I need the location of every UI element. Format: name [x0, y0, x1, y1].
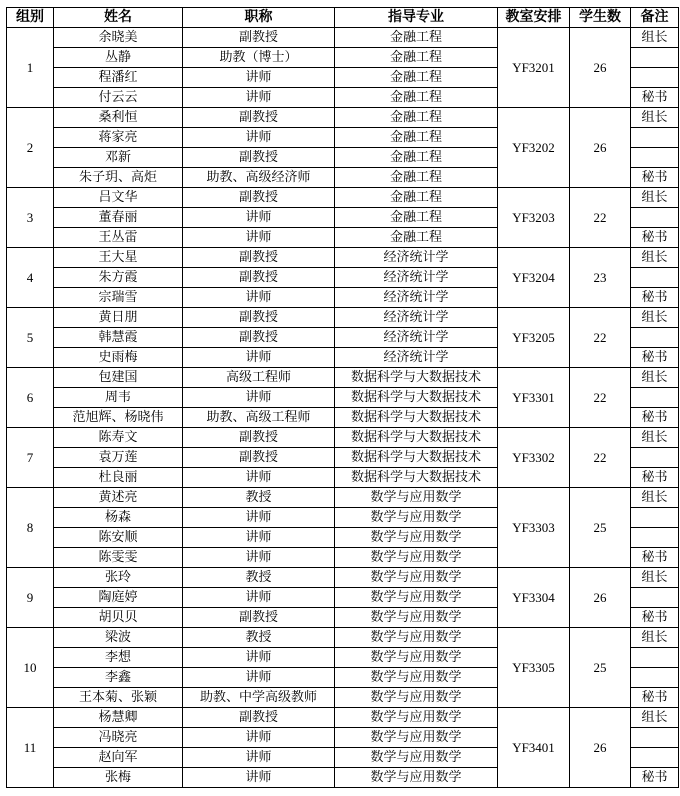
major-cell: 数学与应用数学	[335, 648, 498, 668]
name-cell: 陶庭婷	[54, 588, 183, 608]
note-cell	[631, 128, 679, 148]
major-cell: 金融工程	[335, 28, 498, 48]
title-cell: 副教授	[183, 108, 335, 128]
room-cell: YF3202	[498, 108, 570, 188]
note-cell: 秘书	[631, 688, 679, 708]
group-number-cell: 9	[7, 568, 54, 628]
name-cell: 范旭辉、杨晓伟	[54, 408, 183, 428]
major-cell: 经济统计学	[335, 268, 498, 288]
name-cell: 吕文华	[54, 188, 183, 208]
room-cell: YF3304	[498, 568, 570, 628]
table-row	[7, 188, 679, 208]
note-cell	[631, 48, 679, 68]
group-number-cell: 10	[7, 628, 54, 708]
name-cell: 杜良丽	[54, 468, 183, 488]
title-cell: 副教授	[183, 148, 335, 168]
name-cell: 袁万莲	[54, 448, 183, 468]
major-cell: 数学与应用数学	[335, 608, 498, 628]
name-cell: 陈寿文	[54, 428, 183, 448]
name-cell: 陈雯雯	[54, 548, 183, 568]
title-cell: 讲师	[183, 508, 335, 528]
note-cell: 组长	[631, 428, 679, 448]
room-cell: YF3203	[498, 188, 570, 248]
title-cell: 教授	[183, 488, 335, 508]
group-number-cell: 7	[7, 428, 54, 488]
note-cell: 秘书	[631, 548, 679, 568]
table-row	[7, 368, 679, 388]
major-cell: 数学与应用数学	[335, 548, 498, 568]
name-cell: 史雨梅	[54, 348, 183, 368]
room-cell: YF3401	[498, 708, 570, 788]
major-cell: 经济统计学	[335, 328, 498, 348]
note-cell	[631, 508, 679, 528]
name-cell: 蒋家亮	[54, 128, 183, 148]
title-cell: 讲师	[183, 68, 335, 88]
name-cell: 张玲	[54, 568, 183, 588]
name-cell: 周韦	[54, 388, 183, 408]
title-cell: 讲师	[183, 648, 335, 668]
major-cell: 金融工程	[335, 188, 498, 208]
note-cell	[631, 388, 679, 408]
table-row	[7, 428, 679, 448]
major-cell: 数据科学与大数据技术	[335, 368, 498, 388]
note-cell: 秘书	[631, 408, 679, 428]
title-cell: 讲师	[183, 748, 335, 768]
name-cell: 包建国	[54, 368, 183, 388]
note-cell: 组长	[631, 488, 679, 508]
group-assignment-table	[6, 7, 679, 788]
name-cell: 李鑫	[54, 668, 183, 688]
note-cell: 秘书	[631, 168, 679, 188]
student-count-cell: 25	[570, 488, 631, 568]
title-cell: 高级工程师	[183, 368, 335, 388]
title-cell: 副教授	[183, 428, 335, 448]
major-cell: 数学与应用数学	[335, 728, 498, 748]
group-number-cell: 6	[7, 368, 54, 428]
name-cell: 胡贝贝	[54, 608, 183, 628]
major-cell: 数学与应用数学	[335, 668, 498, 688]
note-cell	[631, 588, 679, 608]
title-cell: 讲师	[183, 88, 335, 108]
major-cell: 数学与应用数学	[335, 688, 498, 708]
note-cell	[631, 748, 679, 768]
header-title: 职称	[183, 8, 335, 28]
title-cell: 讲师	[183, 228, 335, 248]
name-cell: 黄述亮	[54, 488, 183, 508]
name-cell: 杨慧卿	[54, 708, 183, 728]
note-cell	[631, 148, 679, 168]
title-cell: 副教授	[183, 248, 335, 268]
title-cell: 讲师	[183, 128, 335, 148]
title-cell: 讲师	[183, 388, 335, 408]
major-cell: 经济统计学	[335, 348, 498, 368]
major-cell: 金融工程	[335, 228, 498, 248]
major-cell: 金融工程	[335, 168, 498, 188]
note-cell: 秘书	[631, 468, 679, 488]
group-number-cell: 5	[7, 308, 54, 368]
group-number-cell: 11	[7, 708, 54, 788]
note-cell	[631, 528, 679, 548]
room-cell: YF3305	[498, 628, 570, 708]
note-cell	[631, 668, 679, 688]
note-cell: 秘书	[631, 348, 679, 368]
note-cell: 组长	[631, 188, 679, 208]
student-count-cell: 22	[570, 308, 631, 368]
header-students: 学生数	[570, 8, 631, 28]
name-cell: 杨森	[54, 508, 183, 528]
title-cell: 讲师	[183, 768, 335, 788]
name-cell: 宗瑞雪	[54, 288, 183, 308]
table-row	[7, 628, 679, 648]
note-cell: 组长	[631, 628, 679, 648]
major-cell: 数据科学与大数据技术	[335, 468, 498, 488]
title-cell: 讲师	[183, 468, 335, 488]
major-cell: 数据科学与大数据技术	[335, 388, 498, 408]
name-cell: 陈安顺	[54, 528, 183, 548]
room-cell: YF3302	[498, 428, 570, 488]
major-cell: 金融工程	[335, 148, 498, 168]
title-cell: 助教、高级经济师	[183, 168, 335, 188]
name-cell: 梁波	[54, 628, 183, 648]
name-cell: 韩慧霞	[54, 328, 183, 348]
note-cell	[631, 268, 679, 288]
room-cell: YF3204	[498, 248, 570, 308]
name-cell: 冯晓亮	[54, 728, 183, 748]
major-cell: 数学与应用数学	[335, 568, 498, 588]
title-cell: 讲师	[183, 728, 335, 748]
student-count-cell: 26	[570, 108, 631, 188]
title-cell: 副教授	[183, 328, 335, 348]
room-cell: YF3301	[498, 368, 570, 428]
title-cell: 助教、中学高级教师	[183, 688, 335, 708]
name-cell: 王丛雷	[54, 228, 183, 248]
name-cell: 王大星	[54, 248, 183, 268]
group-number-cell: 4	[7, 248, 54, 308]
name-cell: 桑利恒	[54, 108, 183, 128]
table-body	[7, 28, 679, 788]
major-cell: 数学与应用数学	[335, 588, 498, 608]
major-cell: 数学与应用数学	[335, 628, 498, 648]
major-cell: 经济统计学	[335, 248, 498, 268]
title-cell: 副教授	[183, 708, 335, 728]
student-count-cell: 22	[570, 428, 631, 488]
table-row	[7, 488, 679, 508]
title-cell: 副教授	[183, 188, 335, 208]
note-cell: 秘书	[631, 228, 679, 248]
note-cell: 组长	[631, 248, 679, 268]
student-count-cell: 26	[570, 708, 631, 788]
table-row	[7, 308, 679, 328]
note-cell: 组长	[631, 568, 679, 588]
table-row	[7, 28, 679, 48]
title-cell: 助教（博士）	[183, 48, 335, 68]
note-cell: 秘书	[631, 608, 679, 628]
name-cell: 董春丽	[54, 208, 183, 228]
group-number-cell: 2	[7, 108, 54, 188]
name-cell: 朱子玥、高炬	[54, 168, 183, 188]
note-cell: 秘书	[631, 288, 679, 308]
note-cell: 组长	[631, 28, 679, 48]
note-cell: 组长	[631, 308, 679, 328]
table-row	[7, 568, 679, 588]
header-row	[7, 8, 679, 28]
major-cell: 数据科学与大数据技术	[335, 408, 498, 428]
title-cell: 教授	[183, 568, 335, 588]
table-row	[7, 708, 679, 728]
major-cell: 金融工程	[335, 208, 498, 228]
major-cell: 数学与应用数学	[335, 768, 498, 788]
name-cell: 程潘红	[54, 68, 183, 88]
major-cell: 经济统计学	[335, 308, 498, 328]
group-number-cell: 1	[7, 28, 54, 108]
title-cell: 副教授	[183, 28, 335, 48]
note-cell	[631, 328, 679, 348]
title-cell: 副教授	[183, 448, 335, 468]
title-cell: 讲师	[183, 588, 335, 608]
header-room: 教室安排	[498, 8, 570, 28]
major-cell: 数据科学与大数据技术	[335, 428, 498, 448]
major-cell: 数学与应用数学	[335, 528, 498, 548]
note-cell	[631, 728, 679, 748]
major-cell: 数学与应用数学	[335, 488, 498, 508]
title-cell: 助教、高级工程师	[183, 408, 335, 428]
title-cell: 副教授	[183, 608, 335, 628]
name-cell: 赵向军	[54, 748, 183, 768]
major-cell: 金融工程	[335, 48, 498, 68]
room-cell: YF3303	[498, 488, 570, 568]
major-cell: 经济统计学	[335, 288, 498, 308]
note-cell: 秘书	[631, 88, 679, 108]
name-cell: 邓新	[54, 148, 183, 168]
student-count-cell: 26	[570, 568, 631, 628]
note-cell	[631, 448, 679, 468]
group-number-cell: 8	[7, 488, 54, 568]
note-cell: 秘书	[631, 768, 679, 788]
room-cell: YF3205	[498, 308, 570, 368]
room-cell: YF3201	[498, 28, 570, 108]
title-cell: 副教授	[183, 308, 335, 328]
header-major: 指导专业	[335, 8, 498, 28]
title-cell: 讲师	[183, 348, 335, 368]
name-cell: 丛静	[54, 48, 183, 68]
note-cell	[631, 68, 679, 88]
header-note: 备注	[631, 8, 679, 28]
title-cell: 讲师	[183, 208, 335, 228]
title-cell: 讲师	[183, 528, 335, 548]
major-cell: 数学与应用数学	[335, 748, 498, 768]
title-cell: 教授	[183, 628, 335, 648]
header-group: 组别	[7, 8, 54, 28]
table-row	[7, 108, 679, 128]
name-cell: 李想	[54, 648, 183, 668]
note-cell	[631, 648, 679, 668]
student-count-cell: 22	[570, 188, 631, 248]
group-number-cell: 3	[7, 188, 54, 248]
header-name: 姓名	[54, 8, 183, 28]
note-cell: 组长	[631, 368, 679, 388]
title-cell: 讲师	[183, 288, 335, 308]
major-cell: 数学与应用数学	[335, 508, 498, 528]
major-cell: 金融工程	[335, 128, 498, 148]
note-cell: 组长	[631, 708, 679, 728]
major-cell: 数学与应用数学	[335, 708, 498, 728]
name-cell: 张梅	[54, 768, 183, 788]
name-cell: 余晓美	[54, 28, 183, 48]
major-cell: 金融工程	[335, 68, 498, 88]
student-count-cell: 22	[570, 368, 631, 428]
title-cell: 副教授	[183, 268, 335, 288]
student-count-cell: 25	[570, 628, 631, 708]
major-cell: 数据科学与大数据技术	[335, 448, 498, 468]
title-cell: 讲师	[183, 668, 335, 688]
document-page	[6, 7, 679, 788]
note-cell	[631, 208, 679, 228]
student-count-cell: 23	[570, 248, 631, 308]
name-cell: 王本菊、张颖	[54, 688, 183, 708]
major-cell: 金融工程	[335, 108, 498, 128]
note-cell: 组长	[631, 108, 679, 128]
student-count-cell: 26	[570, 28, 631, 108]
name-cell: 付云云	[54, 88, 183, 108]
table-row	[7, 248, 679, 268]
name-cell: 朱方霞	[54, 268, 183, 288]
name-cell: 黄日朋	[54, 308, 183, 328]
title-cell: 讲师	[183, 548, 335, 568]
major-cell: 金融工程	[335, 88, 498, 108]
